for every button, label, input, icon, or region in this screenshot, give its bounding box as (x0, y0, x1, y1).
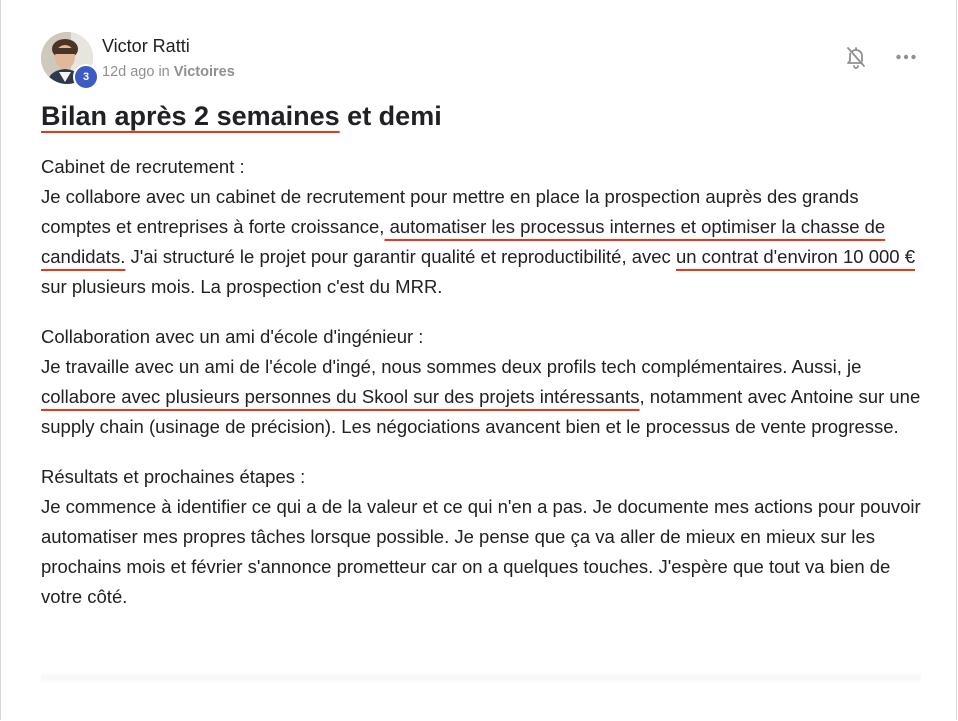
section-heading: Résultats et prochaines étapes : (41, 466, 306, 487)
section-heading: Collaboration avec un ami d'école d'ingénieur : (41, 326, 424, 347)
body-text: J'ai structuré le projet pour garantir qualité et reproductibilité, avec (125, 246, 676, 267)
post-category[interactable]: Victoires (173, 64, 235, 80)
author-name[interactable]: Victor Ratti (102, 36, 190, 56)
post-header (41, 30, 921, 90)
post-actions (841, 42, 921, 72)
meta-in-word: in (158, 64, 170, 80)
body-text: sur plusieurs mois. La prospection c'est du MRR. (41, 276, 443, 297)
more-options-button[interactable] (891, 42, 921, 72)
notifications-toggle-button[interactable] (841, 42, 871, 72)
level-badge: 3 (73, 64, 99, 90)
post-body (41, 152, 931, 632)
more-horizontal-icon (894, 45, 918, 69)
paragraph-collaboration (41, 322, 931, 442)
body-text: Je commence à identifier ce qui a de la valeur et ce qui n'en a pas. Je documente mes actions pour pouvoir automatiser mes propres tâches lorsque possible. Je pense que ça va aller de mieux en mieux sur les prochains mois et février s'annonce prometteur car on a quelques touches. J'espère que tout va bien de votre côté. (41, 496, 921, 607)
post-title (41, 101, 442, 132)
section-heading: Cabinet de recrutement : (41, 156, 245, 177)
highlighted-text: un contrat d'environ 10 000 € (675, 246, 916, 267)
bell-off-icon (844, 45, 868, 69)
highlighted-text: automatiser les processus internes et optimiser la chasse de candidats. (41, 216, 886, 267)
title-highlight: Bilan après 2 semaines (41, 101, 340, 131)
paragraph-recruitment (41, 152, 931, 302)
body-text: Je collabore avec un cabinet de recrutement pour mettre en place la prospection auprès des grands comptes et entreprises à forte croissance, (41, 186, 859, 237)
title-rest: et demi (339, 101, 442, 131)
paragraph-results (41, 462, 931, 612)
body-text: Je travaille avec un ami de l'école d'ingé, nous sommes deux profils tech complémentaires. Aussi, je (41, 356, 862, 377)
post-meta (102, 64, 235, 80)
cut-off-content (41, 672, 921, 684)
post-time[interactable]: 12d ago (102, 64, 155, 80)
highlighted-text: collabore avec plusieurs personnes du Skool sur des projets intéressants (41, 386, 640, 407)
body-text: , notamment avec Antoine sur une supply chain (usinage de précision). Les négociations avancent bien et le processus de vente progresse. (41, 386, 921, 437)
